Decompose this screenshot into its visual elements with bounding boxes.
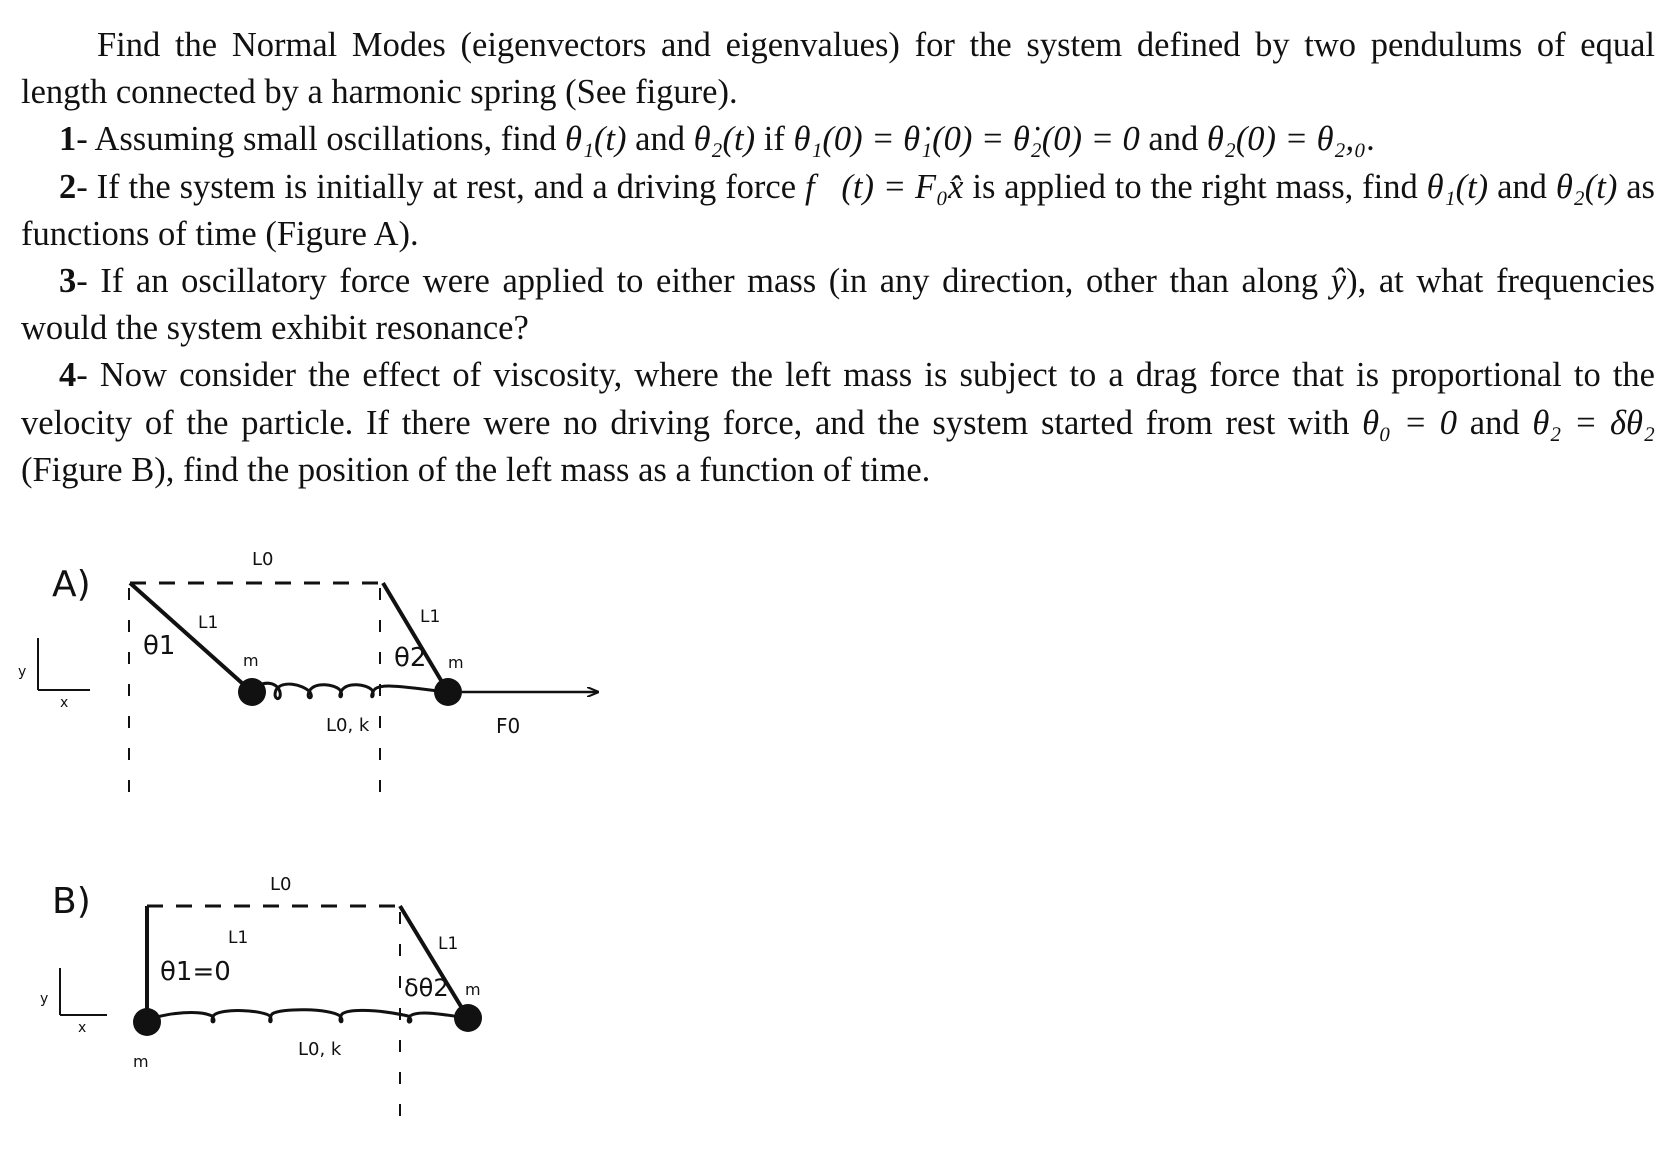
axis-y-label: y xyxy=(40,991,49,1007)
theta1-zero-label: θ1=0 xyxy=(160,957,231,987)
axis-y-label: y xyxy=(18,664,27,680)
question-number: 3 xyxy=(59,262,77,301)
figure-a-label: A) xyxy=(52,564,91,605)
right-rod-length-label: L1 xyxy=(420,607,441,627)
axis-x-label: x xyxy=(60,695,69,711)
theta1-label: θ1 xyxy=(143,631,176,661)
left-mass xyxy=(238,678,266,706)
axis-x-label: x xyxy=(78,1020,87,1036)
problem-statement xyxy=(21,22,1655,494)
left-mass-label: m xyxy=(243,651,259,670)
top-length-label: L0 xyxy=(252,549,274,570)
left-mass-label: m xyxy=(133,1052,149,1071)
right-mass-label: m xyxy=(448,653,464,672)
figure-a xyxy=(18,549,598,800)
spring-coil xyxy=(252,683,448,698)
spring-coil xyxy=(147,1010,468,1022)
spring-label: L0, k xyxy=(298,1039,342,1060)
left-mass xyxy=(133,1008,161,1036)
figure-b xyxy=(40,874,482,1125)
right-mass xyxy=(454,1004,482,1032)
question-number: 1 xyxy=(59,120,77,159)
question-number: 2 xyxy=(59,167,77,206)
right-pendulum-rod xyxy=(383,583,448,692)
right-rod-length-label: L1 xyxy=(438,934,459,954)
question-number: 4 xyxy=(59,356,77,395)
theta2-label: θ2 xyxy=(394,643,427,673)
question-2: 2- If the system is initially at rest, and a driving force f⃗(t) = F₀x̂ is applied to the right mass, find θ₁(t) and θ₂(t) as functions of time (Figure A). xyxy=(21,167,1655,253)
delta-theta2-label: δθ2 xyxy=(404,974,449,1002)
question-3: 3- If an oscillatory force were applied to either mass (in any direction, other than along ŷ), at what frequencies would the system exhibit resonance? xyxy=(21,262,1655,348)
question-4: 4- Now consider the effect of viscosity, where the left mass is subject to a drag force that is proportional to the velocity of the particle. If there were no driving force, and the system started from rest with θ₀ = 0 and θ₂ = δθ₂ (Figure B), find the position of the left mass as a function of time. xyxy=(21,356,1655,489)
axes-icon xyxy=(40,968,107,1036)
right-mass-label: m xyxy=(465,980,481,999)
pendulum-figures xyxy=(0,520,700,1157)
force-label: F0 xyxy=(496,714,521,738)
problem-intro: Find the Normal Modes (eigenvectors and eigenvalues) for the system defined by two pendulums of equal length connected by a harmonic spring (See figure). xyxy=(21,26,1655,112)
figure-b-label: B) xyxy=(52,881,91,922)
left-rod-length-label: L1 xyxy=(198,613,219,633)
right-mass xyxy=(434,678,462,706)
left-rod-length-label: L1 xyxy=(228,928,249,948)
spring-label: L0, k xyxy=(326,715,370,736)
top-length-label: L0 xyxy=(270,874,292,895)
axes-icon xyxy=(18,638,90,711)
question-1: 1- Assuming small oscillations, find θ₁(t) and θ₂(t) if θ₁(0) = θ̇₁(0) = θ̇₂(0) = 0 and θ₂(0) = θ₂,₀. xyxy=(59,120,1375,159)
